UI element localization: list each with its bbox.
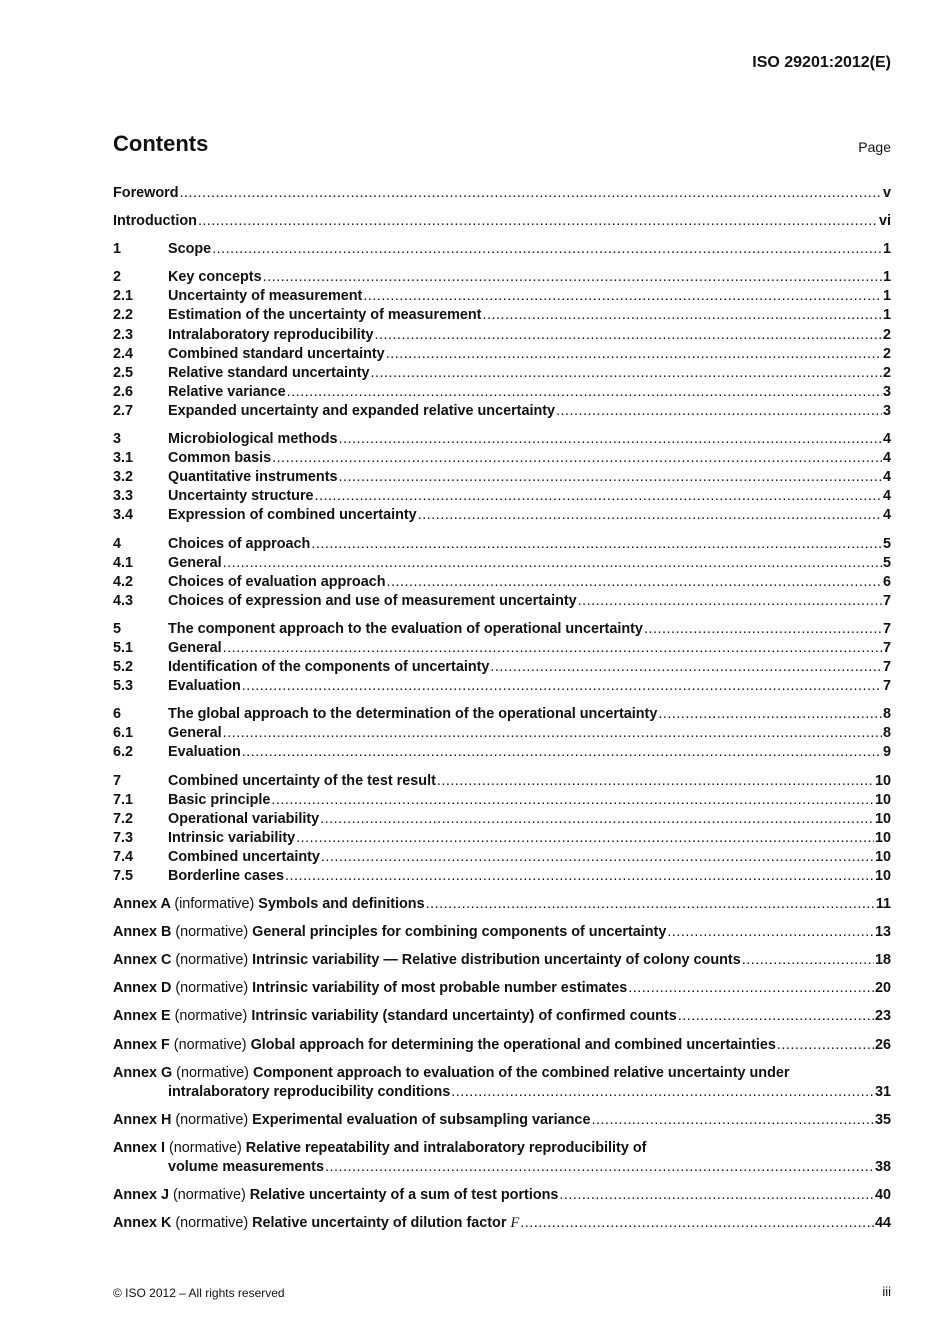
toc-entry-page: 5: [882, 535, 891, 552]
leader-dots: [212, 240, 882, 259]
toc-entry-title: Relative uncertainty of dilution factor: [252, 1215, 507, 1232]
toc-entry-title: Relative repeatability and intralaboratory reproducibility of: [245, 1139, 647, 1156]
toc-entry-page: 10: [874, 829, 891, 846]
toc-entry-section-2-6[interactable]: [113, 383, 891, 402]
toc-entry-title: Evaluation: [168, 744, 241, 761]
toc-entry-page: 2: [882, 345, 891, 362]
toc-entry-section-7-5[interactable]: [113, 867, 891, 886]
toc-entry-number: 2.2: [113, 307, 134, 324]
toc-entry-page: 6: [882, 573, 891, 590]
leader-dots: [223, 639, 882, 658]
leader-dots: [325, 1158, 874, 1177]
toc-entry-page: 44: [874, 1215, 891, 1232]
toc-entry-title: Relative standard uncertainty: [168, 364, 370, 381]
toc-entry-page: 4: [882, 488, 891, 505]
toc-entry-number: 2.6: [113, 383, 134, 400]
leader-dots: [490, 658, 882, 677]
standard-number: ISO 29201:2012(E): [752, 54, 891, 71]
annex-label: Annex G: [113, 1064, 173, 1081]
toc-entry-title: Relative variance: [168, 383, 286, 400]
toc-entry-number: 5: [113, 620, 122, 637]
toc-entry-title: Component approach to evaluation of the combined relative uncertainty under: [252, 1064, 790, 1081]
toc-entry-title: Choices of evaluation approach: [168, 573, 386, 590]
toc-entry-page: 10: [874, 791, 891, 808]
toc-entry-number: 2.5: [113, 364, 134, 381]
toc-entry-page: 13: [874, 924, 891, 941]
leader-dots: [520, 1214, 874, 1233]
toc-entry-title: Foreword: [113, 185, 179, 201]
toc-entry-section-7-1[interactable]: [113, 791, 891, 810]
annex-label: Annex E: [113, 1008, 171, 1025]
toc-entry-section-3-2[interactable]: [113, 468, 891, 487]
leader-dots: [451, 1083, 874, 1102]
toc-entry-heading: [113, 951, 741, 970]
toc-entry-number: 1: [113, 241, 122, 258]
leader-dots: [271, 791, 874, 810]
toc-entry-annex-i[interactable]: [113, 1139, 891, 1177]
toc-entry-annex-d[interactable]: [113, 979, 891, 998]
leader-dots: [559, 1186, 874, 1205]
toc-entry-section-5-3[interactable]: [113, 677, 891, 696]
toc-entry-section-4-1[interactable]: [113, 554, 891, 573]
toc-entry-section-5-1[interactable]: [113, 639, 891, 658]
toc-entry-section-4-2[interactable]: [113, 573, 891, 592]
toc-entry-title: General: [168, 725, 222, 742]
toc-entry-section-3-4[interactable]: [113, 506, 891, 525]
toc-entry-title: Quantitative instruments: [168, 469, 338, 486]
toc-entry-page: vi: [878, 213, 891, 230]
toc-entry-number: 5.1: [113, 639, 134, 656]
leader-dots: [591, 1111, 874, 1130]
annex-label: Annex B: [113, 924, 172, 941]
annex-type: (normative): [173, 1036, 247, 1053]
toc-entry-page: 1: [882, 288, 891, 305]
toc-entry-page: 7: [882, 620, 891, 637]
leader-dots: [578, 592, 882, 611]
toc-entry-page: 23: [874, 1008, 891, 1025]
toc-entry-annex-c[interactable]: [113, 951, 891, 970]
toc-entry-page: 38: [874, 1159, 891, 1176]
annex-label: Annex C: [113, 952, 172, 969]
toc-entry-page: 1: [882, 269, 891, 286]
copyright-notice: © ISO 2012 – All rights reserved: [113, 1286, 285, 1300]
leader-dots: [375, 326, 882, 345]
toc-entry-title: The component approach to the evaluation of operational uncertainty: [168, 620, 643, 637]
leader-dots: [371, 364, 882, 383]
leader-dots: [556, 402, 882, 421]
leader-dots: [315, 487, 882, 506]
leader-dots: [198, 212, 878, 231]
toc-entry-title: Microbiological methods: [168, 431, 338, 448]
leader-dots: [678, 1007, 874, 1026]
toc-entry-introduction[interactable]: [113, 212, 891, 231]
toc-entry-section-4[interactable]: [113, 535, 891, 554]
toc-entry-title: Evaluation: [168, 678, 241, 695]
toc-entry-title: Intralaboratory reproducibility: [168, 326, 374, 343]
toc-entry-annex-f[interactable]: [113, 1036, 891, 1055]
toc-entry-title: Common basis: [168, 450, 272, 467]
toc-entry-page: v: [882, 185, 891, 201]
toc-entry-title: General: [168, 554, 222, 571]
annex-type: (normative): [175, 1215, 249, 1232]
annex-label: Annex F: [113, 1036, 170, 1053]
toc-entry-title: Identification of the components of uncertainty: [168, 659, 490, 676]
toc-entry-annex-k[interactable]: [113, 1214, 891, 1233]
toc-entry-title: Experimental evaluation of subsampling variance: [252, 1111, 591, 1128]
toc-entry-number: 7.1: [113, 791, 134, 808]
toc-entry-number: 3.2: [113, 469, 134, 486]
toc-entry-title: Expanded uncertainty and expanded relative uncertainty: [168, 402, 556, 419]
leader-dots: [386, 345, 882, 364]
toc-entry-line: [113, 1064, 891, 1083]
math-symbol: F: [510, 1215, 520, 1232]
toc-entry-number: 7.2: [113, 810, 134, 827]
toc-entry-title: Intrinsic variability (standard uncertainty) of confirmed counts: [251, 1008, 677, 1025]
toc-entry-title: Borderline cases: [168, 868, 284, 884]
toc-entry-page: 1: [882, 307, 891, 324]
toc-entry-number: 6: [113, 706, 122, 723]
toc-entry-annex-e[interactable]: [113, 1007, 891, 1026]
toc-entry-page: 10: [874, 810, 891, 827]
toc-entry-title: Basic principle: [168, 791, 271, 808]
toc-entry-number: 7.4: [113, 848, 134, 865]
toc-entry-annex-j[interactable]: [113, 1186, 891, 1205]
toc-entry-section-5-2[interactable]: [113, 658, 891, 677]
toc-entry-page: 7: [882, 659, 891, 676]
toc-entry-number: 3.1: [113, 450, 134, 467]
leader-dots: [180, 184, 882, 203]
toc-entry-page: 20: [874, 980, 891, 997]
toc-entry-number: 4.1: [113, 554, 134, 571]
leader-dots: [658, 705, 882, 724]
toc-entry-section-1[interactable]: [113, 240, 891, 259]
toc-entry-number: 7: [113, 772, 122, 789]
toc-entry-number: 6.2: [113, 744, 134, 761]
toc-entry-page: 11: [875, 896, 891, 913]
toc-entry-heading: [113, 1111, 590, 1130]
toc-entry-title: Intrinsic variability: [168, 829, 296, 846]
page-column-label: Page: [858, 139, 891, 155]
toc-entry-title: Expression of combined uncertainty: [168, 507, 417, 524]
toc-entry-page: 3: [882, 383, 891, 400]
toc-entry-section-2-1[interactable]: [113, 287, 891, 306]
toc-entry-section-7-4[interactable]: [113, 848, 891, 867]
annex-label: Annex J: [113, 1187, 169, 1204]
toc-entry-title: Relative uncertainty of a sum of test portions: [249, 1187, 559, 1204]
annex-type: (normative): [175, 1111, 249, 1128]
toc-entry-section-7-3[interactable]: [113, 829, 891, 848]
toc-entry-title: The global approach to the determination of the operational uncertainty: [168, 706, 658, 723]
toc-entry-annex-h[interactable]: [113, 1111, 891, 1130]
leader-dots: [387, 573, 882, 592]
leader-dots: [482, 306, 882, 325]
toc-entry-title-continued: volume measurements: [168, 1159, 324, 1176]
toc-entry-section-7[interactable]: [113, 772, 891, 791]
leader-dots: [272, 449, 882, 468]
toc-entry-title: Uncertainty structure: [168, 488, 314, 505]
toc-entry-page: 40: [874, 1187, 891, 1204]
leader-dots: [321, 848, 874, 867]
leader-dots: [426, 895, 875, 914]
toc-annexes: [113, 895, 891, 1233]
leader-dots: [339, 468, 882, 487]
toc-entry-number: 3: [113, 431, 122, 448]
leader-dots: [339, 430, 882, 449]
toc-entry-page: 10: [874, 772, 891, 789]
leader-dots: [437, 772, 874, 791]
annex-label: Annex K: [113, 1215, 172, 1232]
toc-entry-section-6[interactable]: [113, 705, 891, 724]
toc-entry-title: Intrinsic variability of most probable number estimates: [252, 980, 628, 997]
toc-entry-title: Symbols and definitions: [258, 896, 425, 913]
toc-entry-heading: [113, 1036, 776, 1055]
toc-entry-annex-a[interactable]: [113, 895, 891, 914]
annex-label: Annex H: [113, 1111, 172, 1128]
toc-entry-section-2-2[interactable]: [113, 306, 891, 325]
toc-entry-page: 7: [882, 639, 891, 656]
footer-page-number: iii: [882, 1284, 891, 1299]
toc-entry-heading: [113, 895, 425, 914]
annex-type: (normative): [176, 1064, 249, 1081]
contents-title: Contents: [113, 131, 209, 156]
annex-type: (normative): [175, 924, 249, 941]
toc-entry-annex-g[interactable]: [113, 1064, 891, 1102]
toc-entry-section-5[interactable]: [113, 620, 891, 639]
toc-entry-title: General principles for combining components of uncertainty: [252, 924, 667, 941]
toc-entry-number: 5.3: [113, 678, 134, 695]
toc-entry-section-2-5[interactable]: [113, 364, 891, 383]
toc-entry-page: 31: [874, 1083, 891, 1100]
toc-entry-heading: [113, 979, 627, 998]
toc-entry-line-continued: [113, 1158, 891, 1177]
leader-dots: [742, 951, 874, 970]
leader-dots: [363, 287, 882, 306]
toc-entry-heading: [113, 1214, 519, 1233]
toc-entry-heading: [113, 1186, 558, 1205]
toc-entry-section-2-4[interactable]: [113, 345, 891, 364]
toc-entry-section-3[interactable]: [113, 430, 891, 449]
toc-entry-number: 5.2: [113, 659, 134, 676]
toc-entry-title: Intrinsic variability — Relative distribution uncertainty of colony counts: [252, 952, 741, 969]
toc-entry-page: 4: [882, 450, 891, 467]
toc-entry-page: 1: [882, 241, 891, 258]
annex-type: (normative): [172, 1187, 246, 1204]
toc-entry-number: 2.4: [113, 345, 134, 362]
toc-entry-number: 4: [113, 535, 122, 552]
toc-entry-page: 2: [882, 326, 891, 343]
toc-entry-foreword[interactable]: [113, 184, 891, 203]
toc-entry-section-2[interactable]: [113, 268, 891, 287]
toc-entry-heading: [113, 1007, 677, 1026]
toc-entry-page: 35: [874, 1111, 891, 1128]
toc-entry-title: Scope: [168, 241, 212, 258]
toc-entry-annex-b[interactable]: [113, 923, 891, 942]
annex-label: Annex I: [113, 1139, 165, 1156]
annex-type: (informative): [174, 896, 255, 913]
toc-entry-page: 2: [882, 364, 891, 381]
toc-entry-page: 4: [882, 431, 891, 448]
toc-entry-line: [113, 1139, 891, 1158]
toc-entry-section-2-3[interactable]: [113, 326, 891, 345]
toc-sections: [113, 240, 891, 886]
toc-entry-number: 2: [113, 269, 122, 286]
toc-entry-page: 18: [874, 952, 891, 969]
leader-dots: [644, 620, 882, 639]
toc-entry-number: 2.1: [113, 288, 134, 305]
leader-dots: [418, 506, 882, 525]
toc-entry-number: 2.7: [113, 402, 134, 419]
toc-entry-title: Combined uncertainty: [168, 848, 320, 865]
leader-dots: [667, 923, 874, 942]
leader-dots: [320, 810, 874, 829]
toc-entry-page: 10: [874, 868, 891, 884]
toc-entry-section-6-1[interactable]: [113, 724, 891, 743]
leader-dots: [296, 829, 874, 848]
annex-type: (normative): [168, 1139, 242, 1156]
toc-entry-title: Introduction: [113, 213, 197, 230]
toc-entry-page: 5: [882, 554, 891, 571]
leader-dots: [263, 268, 882, 287]
toc-entry-title: Combined standard uncertainty: [168, 345, 385, 362]
toc-entry-section-7-2[interactable]: [113, 810, 891, 829]
toc-entry-section-3-3[interactable]: [113, 487, 891, 506]
leader-dots: [628, 979, 874, 998]
toc-entry-number: 4.3: [113, 592, 134, 609]
annex-label: Annex A: [113, 896, 171, 913]
toc-entry-number: 7.5: [113, 868, 134, 884]
annex-type: (normative): [175, 980, 249, 997]
annex-label: Annex D: [113, 980, 172, 997]
toc-entry-section-2-7[interactable]: [113, 402, 891, 421]
toc-entry-title: Operational variability: [168, 810, 320, 827]
toc-entry-title: Key concepts: [168, 269, 262, 286]
toc-entry-section-3-1[interactable]: [113, 449, 891, 468]
leader-dots: [242, 677, 882, 696]
toc-entry-page: 4: [882, 507, 891, 524]
toc-entry-page: 3: [882, 402, 891, 419]
toc-entry-title: Choices of approach: [168, 535, 311, 552]
toc-entry-page: 10: [874, 848, 891, 865]
leader-dots: [311, 535, 882, 554]
toc-entry-section-4-3[interactable]: [113, 592, 891, 611]
toc-entry-section-6-2[interactable]: [113, 743, 891, 762]
toc-entry-title: Global approach for determining the operational and combined uncertainties: [250, 1036, 776, 1053]
toc-entry-number: 3.3: [113, 488, 134, 505]
toc-entry-line-continued: [113, 1083, 891, 1102]
toc-entry-title: General: [168, 639, 222, 656]
leader-dots: [242, 743, 882, 762]
toc-entry-number: 4.2: [113, 573, 134, 590]
toc-entry-page: 8: [882, 706, 891, 723]
annex-type: (normative): [175, 952, 249, 969]
toc-entry-number: 3.4: [113, 507, 134, 524]
toc-entry-title: Uncertainty of measurement: [168, 288, 363, 305]
toc-entry-title: Choices of expression and use of measurement uncertainty: [168, 592, 577, 609]
toc-entry-number: 6.1: [113, 725, 134, 742]
leader-dots: [777, 1036, 874, 1055]
toc-entry-page: 7: [882, 592, 891, 609]
toc-entry-page: 26: [874, 1036, 891, 1053]
toc-entry-page: 8: [882, 725, 891, 742]
annex-type: (normative): [174, 1008, 248, 1025]
toc-entry-title: Estimation of the uncertainty of measurement: [168, 307, 482, 324]
table-of-contents: [113, 184, 891, 1233]
leader-dots: [285, 867, 874, 886]
toc-entry-number: 2.3: [113, 326, 134, 343]
leader-dots: [223, 554, 882, 573]
toc-entry-page: 9: [882, 744, 891, 761]
leader-dots: [223, 724, 882, 743]
toc-entry-title-continued: intralaboratory reproducibility conditions: [168, 1083, 451, 1100]
toc-entry-page: 7: [882, 678, 891, 695]
toc-entry-page: 4: [882, 469, 891, 486]
leader-dots: [287, 383, 882, 402]
toc-entry-number: 7.3: [113, 829, 134, 846]
toc-entry-heading: [113, 923, 666, 942]
toc-entry-title: Combined uncertainty of the test result: [168, 772, 436, 789]
